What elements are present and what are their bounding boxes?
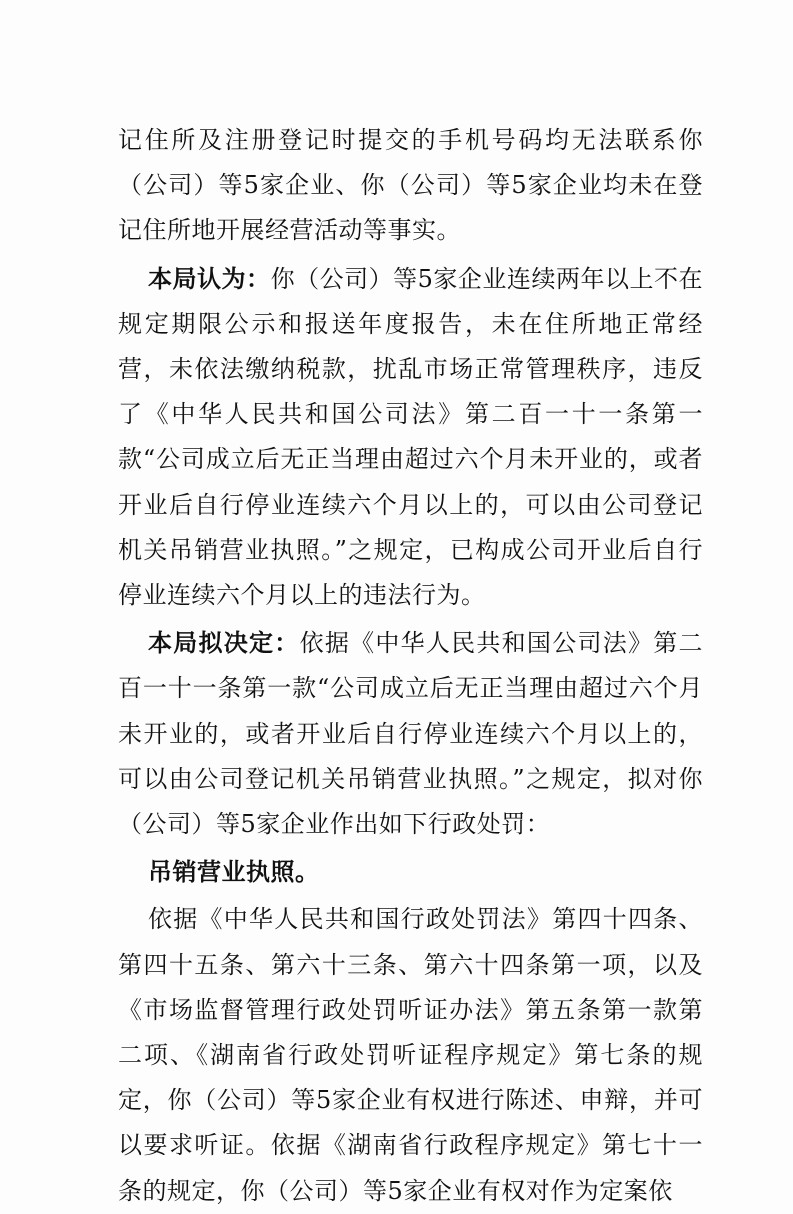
paragraph-facts-text: 记住所及注册登记时提交的手机号码均无法联系你（公司）等5家企业、你（公司）等5家企业均未在登记住所地开展经营活动等事实。 — [118, 126, 703, 245]
document-body — [118, 118, 703, 1214]
paragraph-rights-text: 依据《中华人民共和国行政处罚法》第四十四条、第四十五条、第六十三条、第六十四条第一项，以及《市场监督管理行政处罚听证办法》第五条第一款第二项、《湖南省行政处罚听证程序规定》第七条的规定，你（公司）等5家企业有权进行陈述、申辩，并可以要求听证。依据《湖南省行政程序规定》第七十一条的规定，你（公司）等5家企业有权对作为定案依 — [118, 905, 703, 1205]
paragraph-rights — [118, 897, 703, 1213]
paragraph-decision — [118, 620, 703, 847]
paragraph-finding — [118, 256, 703, 619]
paragraph-penalty — [118, 849, 703, 895]
paragraph-decision-lead: 本局拟决定： — [148, 628, 300, 658]
paragraph-decision-text: 依据《中华人民共和国公司法》第二百一十一条第一款“公司成立后无正当理由超过六个月未开业的，或者开业后自行停业连续六个月以上的，可以由公司登记机关吊销营业执照。”之规定，拟对你（公司）等5家企业作出如下行政处罚： — [118, 629, 704, 839]
paragraph-penalty-lead: 吊销营业执照。 — [148, 857, 320, 887]
paragraph-finding-lead: 本局认为： — [148, 263, 271, 293]
paragraph-facts — [118, 118, 703, 254]
paragraph-finding-text: 你（公司）等5家企业连续两年以上不在规定期限公示和报送年度报告，未在住所地正常经营，未依法缴纳税款，扰乱市场正常管理秩序，违反了《中华人民共和国公司法》第二百一十一条第一款“公司成立后无正当理由超过六个月未开业的，或者开业后自行停业连续六个月以上的，可以由公司登记机关吊销营业执照。”之规定，已构成公司开业后自行停业连续六个月以上的违法行为。 — [118, 264, 703, 610]
